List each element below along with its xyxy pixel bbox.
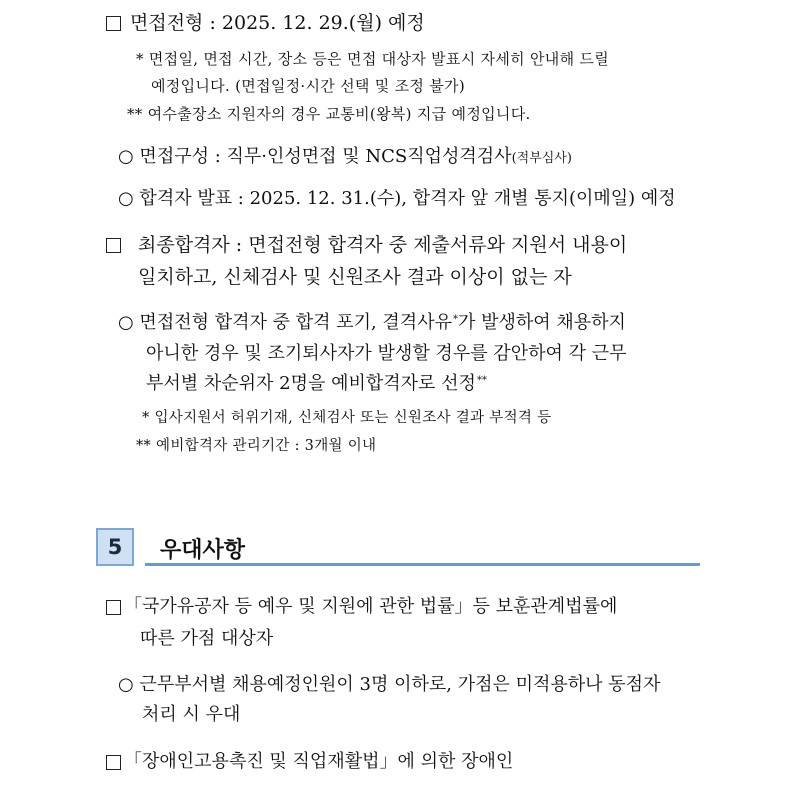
section-number-badge: 5 bbox=[96, 528, 134, 566]
interview-composition bbox=[118, 148, 572, 166]
interview-note-2: ** 여수출장소 지원자의 경우 교통비(왕복) 지급 예정입니다. bbox=[127, 105, 531, 123]
checkbox-square-icon bbox=[106, 600, 121, 615]
reserve-line-2: 아니한 경우 및 조기퇴사자가 발생할 경우를 감안하여 각 근무 bbox=[146, 343, 627, 364]
reserve-line-3-text: 부서별 차순위자 2명을 예비합격자로 선정 bbox=[146, 373, 476, 394]
preference-item-1-line-1: 「국가유공자 등 예우 및 지원에 관한 법률」등 보훈관계법률에 bbox=[124, 596, 618, 617]
footnote-2: ** 예비합격자 관리기간 : 3개월 이내 bbox=[136, 438, 377, 454]
final-candidates-line-1: 최종합격자 : 면접전형 합격자 중 제출서류와 지원서 내용이 bbox=[138, 234, 628, 256]
interview-composition-small: (적부심사) bbox=[511, 151, 572, 166]
preference-sub-1-line-1: ○ 근무부서별 채용예정인원이 3명 이하로, 가점은 미적용하나 동점자 bbox=[118, 674, 661, 695]
reserve-line-3 bbox=[146, 375, 487, 393]
footnote-mark-2: ** bbox=[476, 375, 487, 386]
section-title-underline bbox=[145, 563, 700, 566]
reserve-line-1-a: ○ 면접전형 합격자 중 합격 포기, 결격사유 bbox=[118, 312, 452, 333]
reserve-line-1 bbox=[118, 314, 626, 332]
footnote-mark-1: * bbox=[452, 314, 458, 325]
result-announcement: ○ 합격자 발표 : 2025. 12. 31.(수), 합격자 앞 개별 통지(이메일) 예정 bbox=[118, 188, 676, 209]
preference-sub-1-line-2: 처리 시 우대 bbox=[142, 704, 241, 725]
checkbox-square-icon bbox=[106, 755, 121, 770]
final-candidates-line-2: 일치하고, 신체검사 및 신원조사 결과 이상이 없는 자 bbox=[138, 266, 572, 288]
interview-composition-main: ○ 면접구성 : 직무·인성면접 및 NCS직업성격검사 bbox=[118, 146, 512, 167]
footnote-1: * 입사지원서 허위기재, 신체검사 또는 신원조사 결과 부적격 등 bbox=[142, 410, 552, 426]
interview-title: 면접전형 : 2025. 12. 29.(월) 예정 bbox=[130, 12, 425, 34]
checkbox-square-icon bbox=[106, 238, 121, 253]
preference-item-1-line-2: 따른 가점 대상자 bbox=[140, 628, 274, 649]
reserve-line-1-b: 가 발생하여 채용하지 bbox=[457, 312, 626, 333]
section-title: 우대사항 bbox=[160, 538, 246, 563]
checkbox-square-icon bbox=[106, 16, 121, 31]
interview-note-1-line-1: * 면접일, 면접 시간, 장소 등은 면접 대상자 발표시 자세히 안내해 드릴 bbox=[136, 50, 610, 68]
interview-note-1-line-2: 예정입니다. (면접일정·시간 선택 및 조정 불가) bbox=[151, 77, 466, 95]
preference-item-2: 「장애인고용촉진 및 직업재활법」에 의한 장애인 bbox=[124, 751, 514, 772]
